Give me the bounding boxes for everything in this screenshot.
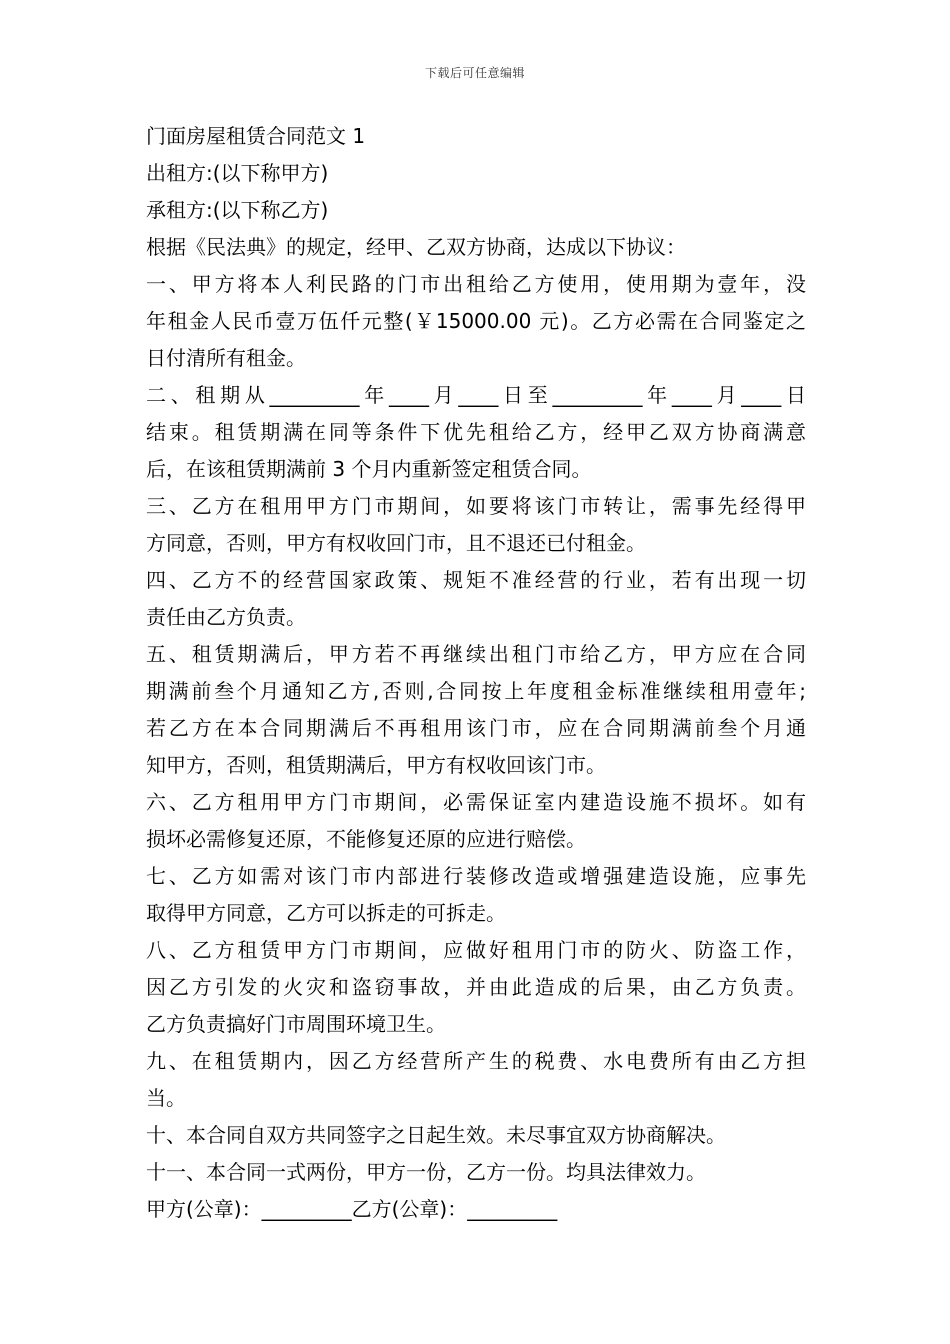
document-line: 十、本合同自双方共同签字之日起生效。未尽事宜双方协商解决。 <box>146 1123 726 1147</box>
page-header: 下载后可任意编辑 <box>424 66 525 80</box>
document-line: 后，在该租赁期满前 3 个月内重新签定租赁合同。 <box>146 457 592 481</box>
document-line: 十一、本合同一式两份，甲方一份，乙方一份。均具法律效力。 <box>146 1160 706 1184</box>
document-line: 七、乙方如需对该门市内部进行装修改造或增强建造设施，应事先 <box>146 864 806 888</box>
document-line: 二、租期从_________年____月____日至_________年____月____日 <box>146 383 806 407</box>
document-line: 一、甲方将本人利民路的门市出租给乙方使用，使用期为壹年，没 <box>146 272 806 296</box>
document-line: 若乙方在本合同期满后不再租用该门市，应在合同期满前叁个月通 <box>146 716 806 740</box>
document-line: 因乙方引发的火灾和盗窃事故，并由此造成的后果，由乙方负责。 <box>146 975 806 999</box>
document-line: 取得甲方同意，乙方可以拆走的可拆走。 <box>146 901 506 925</box>
document-line: 九、在租赁期内，因乙方经营所产生的税费、水电费所有由乙方担 <box>146 1049 806 1073</box>
document-line: 根据《民法典》的规定，经甲、乙双方协商，达成以下协议： <box>146 235 686 259</box>
document-line: 六、乙方租用甲方门市期间，必需保证室内建造设施不损坏。如有 <box>146 790 806 814</box>
document-line: 乙方负责搞好门市周围环境卫生。 <box>146 1012 446 1036</box>
document-line: 出租方:(以下称甲方) <box>146 161 329 185</box>
document-line: 八、乙方租赁甲方门市期间，应做好租用门市的防火、防盗工作， <box>146 938 806 962</box>
document-body <box>146 118 806 1228</box>
document-line: 四、乙方不的经营国家政策、规矩不准经营的行业，若有出现一切 <box>146 568 806 592</box>
document-line: 结束。租赁期满在同等条件下优先租给乙方，经甲乙双方协商满意 <box>146 420 806 444</box>
document-line: 甲方(公章)：_________乙方(公章)：_________ <box>146 1197 558 1221</box>
document-line: 年租金人民币壹万伍仟元整(￥15000.00 元)。乙方必需在合同鉴定之 <box>146 309 806 333</box>
document-line: 责任由乙方负责。 <box>146 605 306 629</box>
document-line: 方同意，否则，甲方有权收回门市，且不退还已付租金。 <box>146 531 646 555</box>
document-line: 期满前叁个月通知乙方,否则,合同按上年度租金标准继续租用壹年; <box>146 679 806 703</box>
document-line: 承租方:(以下称乙方) <box>146 198 329 222</box>
document-line: 五、租赁期满后，甲方若不再继续出租门市给乙方，甲方应在合同 <box>146 642 806 666</box>
document-line: 三、乙方在租用甲方门市期间，如要将该门市转让，需事先经得甲 <box>146 494 806 518</box>
document-line: 门面房屋租赁合同范文 1 <box>146 124 366 148</box>
document-line: 知甲方，否则，租赁期满后，甲方有权收回该门市。 <box>146 753 606 777</box>
document-line: 日付清所有租金。 <box>146 346 306 370</box>
document-line: 损坏必需修复还原，不能修复还原的应进行赔偿。 <box>146 827 586 851</box>
document-line: 当。 <box>146 1086 186 1110</box>
